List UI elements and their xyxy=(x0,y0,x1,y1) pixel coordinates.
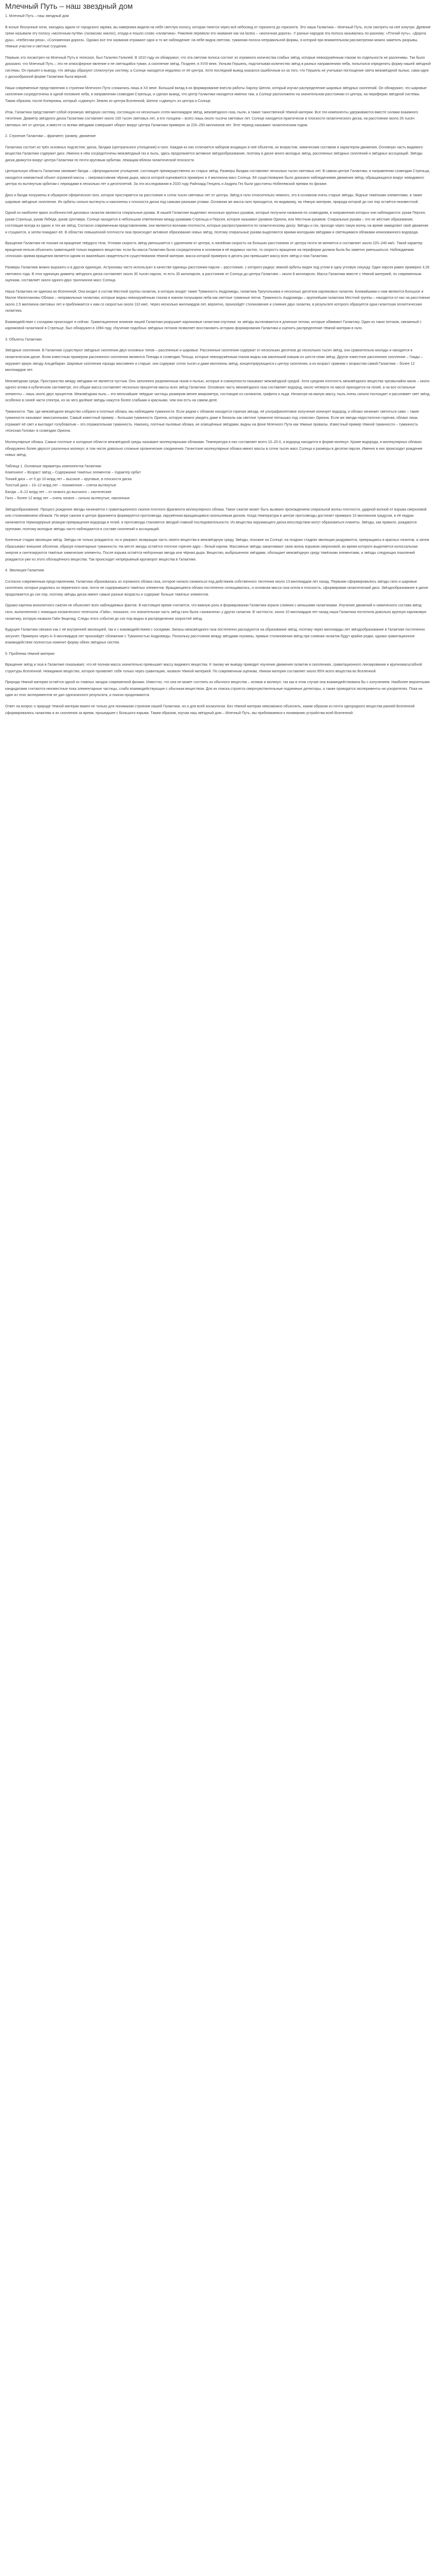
table-row: Тонкий диск – от 0 до 10 млрд лет – высокое – круговые, в плоскости диска xyxy=(5,477,132,481)
paragraph: 5. Проблема тёмной материи xyxy=(5,652,55,656)
paragraph: Вращение звёзд и газа в Галактике показывает, что её полная масса значительно превышает массу видимого вещества. К такому же выводу приводит изучение движения галактик в скоплениях, гравитационного линзирования и крупномасштабной структуры Вселенной. Невидимое вещество, которое проявляет себя только через гравитацию, назвали тёмной материей. По современным оценкам, тёмная материя составляет около 85% всего вещества во Вселенной. xyxy=(5,663,422,673)
paragraph: Диск и балдж погружены в обширное сферическое гало, которое простирается на расстояние в сотни тысяч световых лет от центра. Звёзд в гало относительно немного, это в основном очень старые звёзды, бедные тяжёлыми элементами, а также шаровые звёздные скопления. Их орбиты сильно вытянуты и наклонены к плоскости диска под самыми разными углами. Основная же масса гало приходится, по-видимому, на тёмную материю, природа которой до сих пор остаётся неизвестной. xyxy=(5,194,423,204)
table-row: Толстый диск – 10–12 млрд лет – пониженное – слегка вытянутые xyxy=(5,484,116,488)
paragraph: Межзвёздная среда. Пространство между звёздами не является пустым. Оно заполнено разреженным газом и пылью, которые в совокупности называют межзвёздной средой. Хотя средняя плотность межзвёздного вещества чрезвычайно мала – около одного атома в кубическом сантиметре, его общая масса составляет несколько процентов массы всех звёзд Галактики. Основную часть межзвёздного газа составляет водород, около четверти по массе приходится на гелий, а на все остальные элементы – лишь около двух процентов. Межзвёздная пыль – это мельчайшие твёрдые частицы размером менее микрометра, состоящие из силикатов, графита и льда. Несмотря на малую массу, пыль очень сильно поглощает и рассеивает свет звёзд, особенно в синей части спектра, из-за чего далёкие звёзды кажутся более слабыми и красными, чем они есть на самом деле. xyxy=(5,379,431,403)
paragraph: Молекулярные облака. Самые плотные и холодные области межзвёздной среды называют молекулярными облаками. Температура в них составляет всего 10–20 К, а водород находится в форме молекул. Кроме водорода, в молекулярных облаках обнаружено более двухсот различных молекул, в том числе довольно сложные органические соединения. Гигантские молекулярные облака имеют массы в сотни тысяч масс Солнца и размеры в десятки парсек. Именно в них происходит рождение новых звёзд. xyxy=(5,440,423,457)
page-title: Млечный Путь – наш звездный дом xyxy=(5,2,133,11)
paragraph: 2. Строение Галактики – фрагмент, размер, движение xyxy=(5,134,96,139)
table-row: Гало – более 12 млрд лет – очень низкое – сильно вытянутые, наклонные xyxy=(5,497,130,501)
paragraph: Первым, кто посмотрел на Млечный Путь в телескоп, был Галилео Галилей. В 1610 году он обнаружил, что эта светлая полоса состоит из огромного количества слабых звёзд, которые невооружённым глазом по отдельности не различимы. Так было доказано, что Млечный Путь – это не атмосферное явление и не светящийся туман, а скопление звёзд. Позднее, в XVIII веке, Уильям Гершель, подсчитывая количество звёзд в разных направлениях неба, попытался определить форму нашей звёздной системы. Он пришёл к выводу, что звёзды образуют сплюснутую систему, а Солнце находится недалеко от её центра. Хотя последний вывод оказался ошибочным из-за того, что Гершель не учитывал поглощение света межзвёздной пылью, сама идея о дискообразной форме Галактики была верной. xyxy=(5,56,431,79)
table-row: Компонент – Возраст звёзд – Содержание тяжёлых элементов – Характер орбит xyxy=(5,471,141,475)
paragraph: 3. Объекты Галактики xyxy=(5,337,42,342)
paragraph: Одной из наиболее ярких особенностей дисковых галактик являются спиральные рукава. В нашей Галактике выделяют несколько крупных рукавов, которые получили названия по созвездиям, в направлении которых они наблюдаются: рукав Персея, рукав Стрельца, рукав Лебедя, рукав Центавра. Солнце находится в небольшом ответвлении между рукавами Стрельца и Персея, которое называют рукавом Ориона, или Местным рукавом. Спиральные рукава – это не жёсткие образования, состоящие всегда из одних и тех же звёзд. Согласно современным представлениям, они являются волнами плотности, которые распространяются по галактическому диску. Звёзды и газ, проходя через такую волну, на время замедляют своё движение и сгущаются, а затем покидают её. В областях повышенной плотности газа происходит активное образование новых звёзд, поэтому спиральные рукава выделяются яркими молодыми звёздами и светящимися облаками ионизованного водорода. xyxy=(5,211,429,234)
paragraph: Размеры Галактики можно выразить и в других единицах. Астрономы часто используют в качестве единицы расстояния парсек – расстояние, с которого радиус земной орбиты виден под углом в одну угловую секунду. Один парсек равен примерно 3,26 светового года. В этих единицах диаметр звёздного диска составляет около 30 тысяч парсек, то есть 30 килопарсек, а расстояние от Солнца до центра Галактики – около 8 килопарсек. Масса Галактики вместе с тёмной материей, по современным оценкам, составляет около одного-двух триллионов масс Солнца. xyxy=(5,265,430,283)
paragraph: Итак, Галактика представляет собой огромную звёздную систему, состоящую из нескольких сотен миллиардов звёзд, межзвёздного газа, пыли, а также таинственной тёмной материи. Все эти компоненты удерживаются вместе силами взаимного тяготения. Диаметр звёздного диска Галактики составляет около 100 тысяч световых лет, а его толщина – всего лишь около тысячи световых лет. Солнце находится практически в плоскости галактического диска, на расстоянии около 26 тысяч световых лет от центра, и вместе со всеми звёздами совершает оборот вокруг центра Галактики примерно за 220–250 миллионов лет. Этот период называют галактическим годом. xyxy=(5,110,418,127)
paragraph: Наша Галактика не одинока во Вселенной. Она входит в состав Местной группы галактик, в которую входят также Туманность Андромеды, галактика Треугольника и несколько десятков карликовых галактик. Ближайшими к нам являются Большое и Малое Магеллановы Облака – неправильные галактики, которые видны невооружённым глазом в южном полушарии неба как светлые туманные пятна. Туманность Андромеды – крупнейшая галактика Местной группы – находится от нас на расстоянии около 2,5 миллиона световых лет и приближается к нам со скоростью около 110 км/с. Через несколько миллиардов лет, вероятно, произойдёт столкновение и слияние двух галактик, в результате которого образуется одна гигантская эллиптическая галактика. xyxy=(5,290,430,313)
paragraph: Природа тёмной материи остаётся одной из главных загадок современной физики. Известно, что она не может состоять из обычного вещества – атомов и молекул, так как в этом случае она взаимодействовала бы с излучением. Наиболее вероятными кандидатами считаются неизвестные пока элементарные частицы, слабо взаимодействующие с обычным веществом. Для их поиска строятся сверхчувствительные подземные детекторы, а также проводятся эксперименты на ускорителях. Пока ни один из этих экспериментов не дал однозначного результата, и поиски продолжаются. xyxy=(5,681,430,698)
paragraph: Звёздные скопления. В Галактике существуют звёздные скопления двух основных типов – рассеянные и шаровые. Рассеянные скопления содержат от нескольких десятков до нескольких тысяч звёзд, они сравнительно молоды и находятся в галактическом диске. Всем известным примером рассеянного скопления являются Плеяды в созвездии Тельца, которые невооружённым глазом видны как маленький ковшик из шести-семи звёзд. Другое известное рассеянное скопление – Гиады – окружает яркую звезду Альдебаран. Шаровые скопления гораздо массивнее и старше: они содержат сотни тысяч и даже миллионы звёзд, концентрирующихся к центру скопления, а их возраст сравним с возрастом самой Галактики – более 12 миллиардов лет. xyxy=(5,349,423,372)
paragraph: Галактика состоит из трёх основных подсистем: диска, балджа (центрального утолщения) и гало. Каждая из них отличается набором входящих в неё объектов, их возрастом, химическим составом и характером движения. Основную часть видимого вещества Галактики содержит диск. Именно в нём сосредоточены межзвёздный газ и пыль, здесь продолжается активное звёздообразование, поэтому в диске много молодых звёзд, рассеянных звёздных скоплений и звёздных ассоциаций. Звёзды диска движутся вокруг центра Галактики по почти круговым орбитам, лежащим вблизи галактической плоскости. xyxy=(5,145,423,162)
paragraph: Звёздообразование. Процесс рождения звезды начинается с гравитационного сжатия плотного фрагмента молекулярного облака. Такое сжатие может быть вызвано прохождением спиральной волны плотности, ударной волной от взрыва сверхновой или столкновением облаков. По мере сжатия в центре фрагмента формируется протозвезда, окружённая вращающимся газопылевым диском. Когда температура в центре протозвезды достигает примерно 10 миллионов градусов, в её недрах начинаются термоядерные реакции превращения водорода в гелий, и протозвезда становится звездой главной последовательности. Из вещества окружающего диска впоследствии могут образоваться планеты. Звёзды, как правило, рождаются группами, поэтому молодые звёзды часто наблюдаются в составе скоплений и ассоциаций. xyxy=(5,507,427,531)
table-row: Таблица 1. Основные параметры компонентов Галактики xyxy=(5,464,101,468)
page xyxy=(5,0,431,721)
paragraph: 4. Эволюция Галактики xyxy=(5,569,44,573)
paragraph: Наши современные представления о строении Млечного Пути сложились лишь в XX веке. Большой вклад в их формирование внесли работы Харлоу Шепли, который изучал распределение шаровых звёздных скоплений. Он обнаружил, что шаровые скопления сосредоточены в одной половине неба, в направлении созвездия Стрельца, и сделал вывод, что центр Галактики находится именно там, а Солнце расположено на значительном расстоянии от центра, на периферии звёздной системы. Таким образом, после Коперника, который «сдвинул» Землю из центра Вселенной, Шепли «сдвинул» из центра и Солнце. xyxy=(5,86,427,104)
parameters-table xyxy=(5,464,431,502)
paragraph: Будущее Галактики связано как с её внутренней эволюцией, так и с взаимодействием с соседями. Запасы межзвёздного газа постепенно расходуются на образование звёзд, поэтому через миллиарды лет звёздообразование в Галактике постепенно затухнет. Примерно через 4–5 миллиардов лет произойдёт сближение с Туманностью Андромеды. Поскольку расстояния между звёздами огромны, прямые столкновения звёзд при слиянии галактик будут крайне редки, однако гравитационное взаимодействие полностью изменит форму обеих звёздных систем. xyxy=(5,628,425,645)
paragraph: Туманности. Там, где межзвёздное вещество собрано в плотные облака, мы наблюдаем туманности. Если рядом с облаком находится горячая звезда, её ультрафиолетовое излучение ионизует водород, и облако начинает светиться само – такие туманности называют эмиссионными. Самый известный пример – Большая туманность Ориона, которую можно увидеть даже в бинокль как светлое туманное пятнышко под «поясом» Ориона. Если же звезда недостаточно горячая, облако лишь отражает её свет и выглядит голубоватым – это отражательная туманность. Наконец, плотные пылевые облака, не освещённые звёздами, видны на фоне Млечного Пути как тёмные провалы. Известный пример тёмной туманности – туманность «Конская Голова» в созвездии Ориона. xyxy=(5,410,419,433)
article-body xyxy=(5,13,431,717)
paragraph: Вращение Галактики не похоже на вращение твёрдого тела. Угловая скорость звёзд уменьшается с удалением от центра, а линейная скорость на больших расстояниях от центра почти не меняется и составляет около 220–240 км/с. Такой характер вращения нельзя объяснить гравитацией только видимого вещества: если бы масса Галактики была сосредоточена в основном в её видимых частях, то скорость вращения на периферии должна была бы заметно уменьшаться. Наблюдаемая «плоская» кривая вращения является одним из важнейших свидетельств существования тёмной материи, масса которой примерно в десять раз превышает массу всех звёзд и газа Галактики. xyxy=(5,242,423,259)
paragraph: 1. Млечный Путь – наш звездный дом xyxy=(5,14,69,18)
paragraph: Согласно современным представлениям, Галактика образовалась из огромного облака газа, которое начало сжиматься под действием собственного тяготения около 13 миллиардов лет назад. Первыми сформировались звёзды гало и шаровые скопления, которые родились из первичного газа, почти не содержавшего тяжёлых элементов. Вращающееся облако постепенно сплющивалось, и основная масса газа осела в плоскость, сформировав галактический диск. Звёздообразование в диске продолжается до сих пор, поэтому звёзды диска имеют самые разные возрасты и содержат больше тяжёлых элементов. xyxy=(5,580,428,597)
paragraph: Ответ на вопрос о природе тёмной материи важен не только для понимания строения нашей Галактики, но и для всей космологии. Без тёмной материи невозможно объяснить, каким образом из почти однородного вещества ранней Вселенной сформировались галактики и их скопления за время, прошедшее с Большого взрыва. Таким образом, изучая наш звёздный дом – Млечный Путь, мы приближаемся к пониманию устройства всей Вселенной. xyxy=(5,705,415,715)
table-row: Балдж – 8–12 млрд лет – от низкого до высокого – хаотические xyxy=(5,490,112,494)
paragraph: Центральную область Галактики занимает балдж – сфероидальное утолщение, состоящее преимущественно из старых звёзд. Размеры балджа составляют несколько тысяч световых лет. В самом центре Галактики, в направлении созвездия Стрельца, находится компактный объект огромной массы – сверхмассивная чёрная дыра, масса которой оценивается примерно в 4 миллиона масс Солнца. Её существование было доказано наблюдениями движения звёзд, обращающихся вокруг невидимого центра по вытянутым орбитам с периодами в несколько лет и десятилетий. За эти исследования в 2020 году Райнхард Генцель и Андреа Гез были удостоены Нобелевской премии по физике. xyxy=(5,170,430,187)
paragraph: В ясные безлунные ночи, находясь вдали от городского зарева, вы наверняка видели на небе светлую полосу, которая тянется через всё небосвод от горизонта до горизонта. Это наша Галактика – Млечный Путь, если смотреть на неё изнутри. Древние греки называли эту полосу «молочным путём» (галаксиас киклос), откуда и пошло слово «галактика». Римляне перевели это название как via lactea – «молочная дорога». У разных народов эта полоса называлась по-разному: «Птичий путь», «Дорога душ», «Небесная река», «Соломенная дорога». Однако все эти названия отражают одно и то же наблюдение: на небе видна светлая, туманная полоса неправильной формы, в которой при внимательном рассмотрении можно заметить разрывы, тёмные участки и светлые сгущения. xyxy=(5,25,431,49)
paragraph: Взаимодействие с соседями происходит и сейчас. Гравитационное влияние нашей Галактики разрушает карликовые галактики-спутники: их звёзды вытягиваются в длинные потоки, которые обвивают Галактику. Один из таких потоков, связанный с карликовой галактикой в Стрельце, был обнаружен в 1994 году. Изучение подобных звёздных потоков позволяет восстановить историю формирования Галактики и оценить распределение тёмной материи в гало. xyxy=(5,320,422,331)
paragraph: Однако картина монолитного сжатия не объясняет всех наблюдаемых фактов. В настоящее время считается, что важную роль в формировании Галактики играли слияния с меньшими галактиками. Изучение движений и химического состава звёзд гало, выполненное с помощью космического телескопа «Гайя», показало, что значительная часть звёзд гало была «захвачена» у других галактик. В частности, около 10 миллиардов лет назад наша Галактика поглотила довольно крупную карликовую галактику, которую назвали Гайя-Энцелад. Следы этого события до сих пор видны в распределении скоростей звёзд. xyxy=(5,604,427,621)
paragraph: Конечные стадии эволюции звёзд. Звёзды не только рождаются, но и умирают, возвращая часть своего вещества в межзвёздную среду. Звёзды, похожие на Солнце, на поздних стадиях эволюции раздуваются, превращаясь в красных гигантов, а затем сбрасывают внешние оболочки, образуя планетарные туманности. На месте звезды остаётся плотное горячее ядро – белый карлик. Массивные звёзды заканчивают свою жизнь взрывом сверхновой, во время которого выделяется колоссальная энергия и синтезируются тяжёлые химические элементы. После взрыва остаётся нейтронная звезда или чёрная дыра. Вещество, выброшенное звёздами, обогащает межзвёздную среду тяжёлыми элементами, и звёзды следующих поколений рождаются уже из этого обогащённого вещества. Так происходит непрерывный круговорот вещества в Галактике. xyxy=(5,538,429,562)
